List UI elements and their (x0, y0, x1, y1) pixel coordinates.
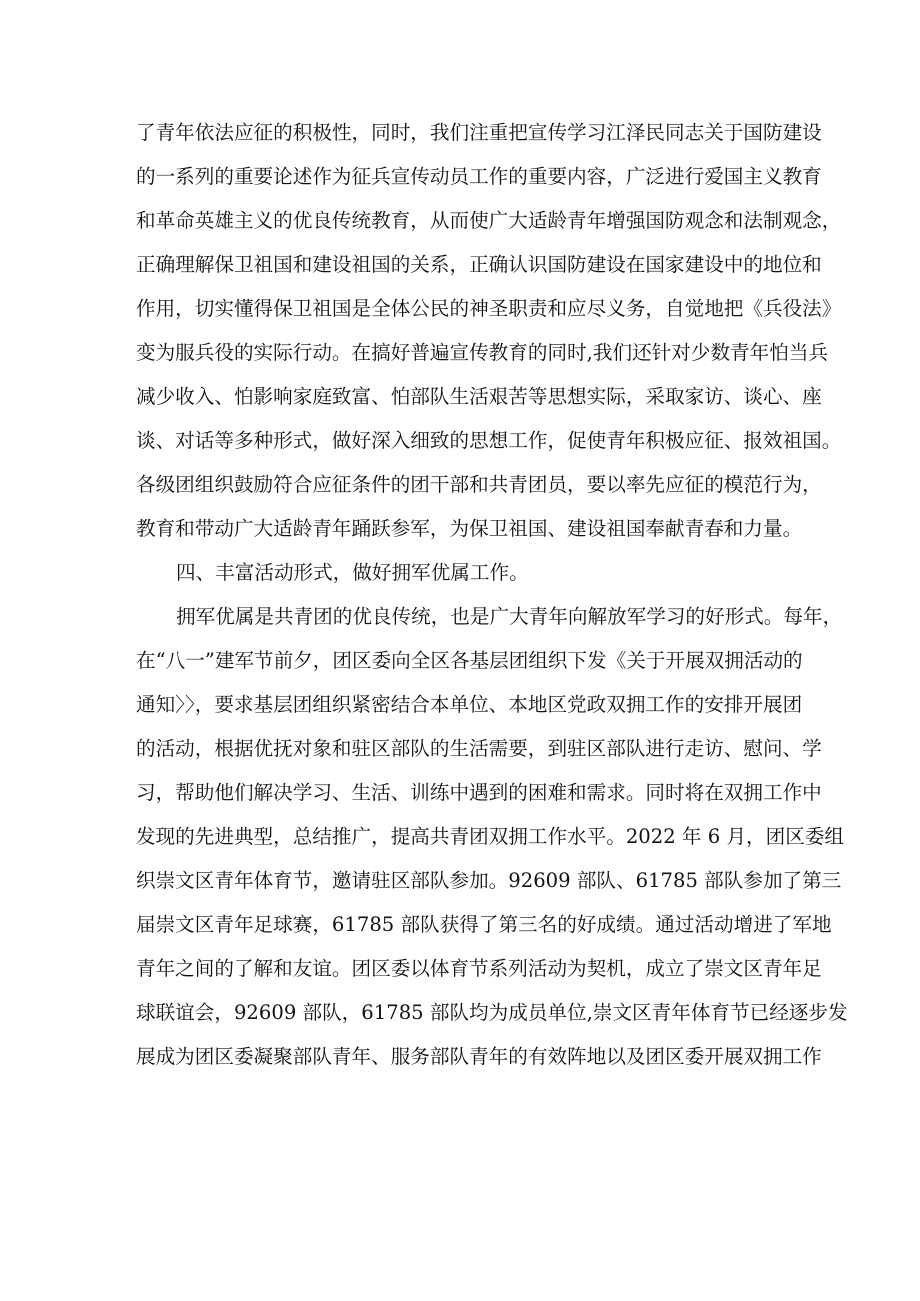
text-line: 的一系列的重要论述作为征兵宣传动员工作的重要内容，广泛进行爱国主义教育 (136, 165, 822, 188)
text-line: 拥军优属是共青团的优良传统，也是广大青年向解放军学习的好形式。每年， (176, 605, 843, 628)
text-line: 和革命英雄主义的优良传统教育，从而使广大适龄青年增强国防观念和法制观念， (136, 209, 842, 232)
text-line: 减少收入、怕影响家庭致富、怕部队生活艰苦等思想实际，采取家访、谈心、座 (136, 385, 822, 408)
text-line: 教育和带动广大适龄青年踊跃参军，为保卫祖国、建设祖国奉献青春和力量。 (136, 517, 803, 540)
text-line: 通知〉〉，要求基层团组织紧密结合本单位、本地区党政双拥工作的安排开展团 (136, 693, 803, 716)
text-line: 变为服兵役的实际行动。在搞好普遍宣传教育的同时,我们还针对少数青年怕当兵 (136, 341, 829, 364)
text-line: 发现的先进典型，总结推广，提高共青团双拥工作水平。2022 年 6 月，团区委组 (136, 825, 845, 848)
text-line: 球联谊会，92609 部队，61785 部队均为成员单位,崇文区青年体育节已经逐步发 (136, 1001, 848, 1024)
section-heading: 四、丰富活动形式，做好拥军优属工作。 (176, 561, 529, 584)
text-line: 展成为团区委凝聚部队青年、服务部队青年的有效阵地以及团区委开展双拥工作 (136, 1045, 822, 1068)
text-line: 织崇文区青年体育节，邀请驻区部队参加。92609 部队、61785 部队参加了第三 (136, 869, 842, 892)
text-line: 青年之间的了解和友谊。团区委以体育节系列活动为契机，成立了崇文区青年足 (136, 957, 822, 980)
text-line: 了青年依法应征的积极性，同时，我们注重把宣传学习江泽民同志关于国防建设 (136, 121, 822, 144)
text-line: 作用，切实懂得保卫祖国是全体公民的神圣职责和应尽义务，自觉地把《兵役法》 (136, 297, 842, 320)
text-line: 届崇文区青年足球赛，61785 部队获得了第三名的好成绩。通过活动增进了军地 (136, 913, 832, 936)
text-line: 正确理解保卫祖国和建设祖国的关系，正确认识国防建设在国家建设中的地位和 (136, 253, 822, 276)
text-line: 谈、对话等多种形式，做好深入细致的思想工作，促使青年积极应征、报效祖国。 (136, 429, 842, 452)
text-line: 习，帮助他们解决学习、生活、训练中遇到的困难和需求。同时将在双拥工作中 (136, 781, 822, 804)
text-line: 的活动，根据优抚对象和驻区部队的生活需要，到驻区部队进行走访、慰问、学 (136, 737, 822, 760)
text-line: 各级团组织鼓励符合应征条件的团干部和共青团员，要以率先应征的模范行为， (136, 473, 822, 496)
text-line: 在“八一”建军节前夕，团区委向全区各基层团组织下发《关于开展双拥活动的 (136, 649, 803, 672)
